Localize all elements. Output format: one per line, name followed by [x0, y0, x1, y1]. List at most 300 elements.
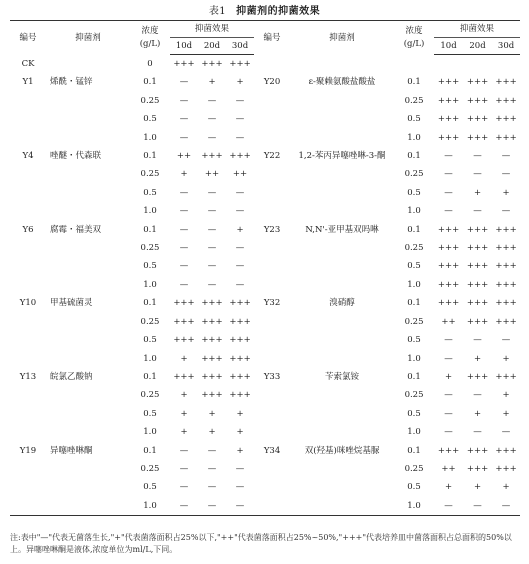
- header-conc-label-2: 浓度: [405, 25, 423, 36]
- cell-code: [10, 460, 46, 478]
- cell-effect-10d: +++: [173, 371, 195, 382]
- cell-effect-30d: +++: [229, 298, 251, 309]
- cell-code-right: [254, 55, 290, 74]
- cell-effect-30d-right: [492, 55, 520, 74]
- cell-effect-30d-right: —: [492, 497, 520, 516]
- cell-concentration: 1.0: [143, 206, 157, 217]
- cell-concentration: 0.5: [143, 408, 157, 419]
- cell-effect-20d-right: [463, 55, 492, 74]
- cell-effect-30d-right: +: [502, 482, 510, 493]
- cell-agent-name: [46, 313, 130, 331]
- cell-effect-30d: +: [236, 427, 244, 438]
- table-row: [10, 294, 520, 312]
- header-code-2: 编号: [254, 21, 290, 55]
- cell-agent-name-right: [290, 331, 394, 349]
- cell-effect-20d-right: +++: [466, 77, 489, 88]
- cell-agent-name-right: [290, 497, 394, 516]
- cell-code: [10, 331, 46, 349]
- cell-code: [10, 239, 46, 257]
- cell-effect-10d-right: —: [444, 335, 453, 346]
- cell-effect-30d: +: [236, 224, 244, 235]
- cell-code: [10, 497, 46, 516]
- cell-concentration: 0.5: [143, 261, 157, 272]
- header-day-30: 30d: [226, 38, 254, 55]
- table-row: [10, 313, 520, 331]
- cell-concentration-right: 0.25: [404, 316, 424, 327]
- cell-concentration-right: 0.1: [407, 445, 421, 456]
- cell-effect-20d: —: [207, 224, 217, 235]
- cell-agent-name: 烯酰・锰锌: [50, 77, 93, 88]
- cell-code-right: [254, 110, 290, 128]
- cell-effect-20d-right: +++: [466, 243, 489, 254]
- cell-code-right: [254, 313, 290, 331]
- cell-concentration: 0.5: [143, 482, 157, 493]
- cell-effect-30d-right: +: [502, 353, 510, 364]
- cell-code-right: Y20: [263, 77, 281, 88]
- cell-code-right: [254, 331, 290, 349]
- cell-effect-10d: ++: [176, 151, 192, 162]
- cell-concentration: 1.0: [143, 427, 157, 438]
- table-note: 注:表中"—"代表无菌落生长,"+"代表菌落面积占25%以下,"++"代表菌落面积占25%~50%,"+++"代表培养皿中菌落面积占总面积的50%以上。异噻唑啉酮是液体,浓度单位为ml/L,下同。: [10, 533, 512, 554]
- cell-code: [10, 423, 46, 441]
- cell-agent-name: [46, 129, 130, 147]
- cell-effect-30d-right: +: [502, 408, 510, 419]
- cell-agent-name: [46, 331, 130, 349]
- cell-agent-name: [46, 184, 130, 202]
- cell-effect-10d: +: [180, 427, 188, 438]
- cell-code-right: Y22: [263, 151, 281, 162]
- cell-code: [10, 350, 46, 368]
- cell-effect-30d: +: [236, 445, 244, 456]
- cell-effect-20d: —: [207, 114, 217, 125]
- cell-effect-30d: —: [235, 243, 245, 254]
- cell-effect-10d-right: +++: [437, 132, 460, 143]
- cell-concentration: 0.1: [143, 151, 157, 162]
- cell-effect-20d-right: —: [473, 427, 482, 438]
- cell-effect-30d-right: +++: [495, 132, 517, 143]
- cell-concentration: 0.25: [140, 95, 160, 106]
- cell-concentration-right: 0.5: [407, 335, 421, 346]
- table-row: [10, 423, 520, 441]
- header-day-20: 20d: [198, 38, 226, 55]
- cell-concentration-right: 0.5: [407, 114, 421, 125]
- cell-agent-name-right: ε-聚赖氨酸盐酸盐: [308, 77, 376, 88]
- cell-effect-10d: —: [179, 279, 189, 290]
- cell-agent-name-right: [290, 165, 394, 183]
- cell-concentration: 1.0: [143, 279, 157, 290]
- cell-agent-name-right: 溴硝醇: [329, 298, 355, 309]
- cell-code: [10, 276, 46, 294]
- cell-effect-10d-right: —: [444, 427, 453, 438]
- cell-effect-20d: +++: [201, 390, 223, 401]
- table-row: [10, 202, 520, 220]
- cell-code: Y6: [22, 224, 34, 235]
- cell-effect-30d: +++: [229, 353, 251, 364]
- table-row: [10, 110, 520, 128]
- cell-concentration: 0.25: [140, 316, 160, 327]
- cell-effect-20d-right: —: [473, 151, 482, 162]
- cell-effect-20d-right: +++: [466, 279, 489, 290]
- cell-effect-30d: +: [236, 77, 244, 88]
- cell-effect-20d: —: [207, 95, 217, 106]
- cell-code-right: Y23: [263, 224, 281, 235]
- cell-effect-30d-right: +++: [495, 114, 517, 125]
- cell-effect-10d: +++: [173, 335, 195, 346]
- cell-effect-20d-right: —: [463, 497, 492, 516]
- cell-effect-10d-right: —: [444, 151, 453, 162]
- cell-concentration: 0.1: [143, 298, 157, 309]
- table-row: [10, 368, 520, 386]
- cell-effect-10d-right: +++: [437, 445, 460, 456]
- cell-concentration-right: 1.0: [407, 353, 421, 364]
- cell-agent-name: [46, 239, 130, 257]
- cell-effect-10d-right: +++: [437, 77, 460, 88]
- cell-agent-name: [46, 405, 130, 423]
- cell-agent-name: [46, 257, 130, 275]
- cell-effect-10d-right: +++: [437, 298, 460, 309]
- cell-code-right: [254, 497, 290, 516]
- cell-agent-name-right: [290, 202, 394, 220]
- cell-effect-30d: +++: [229, 335, 251, 346]
- cell-agent-name: 唑醚・代森联: [50, 151, 102, 162]
- cell-effect-20d: +: [208, 408, 216, 419]
- table-row: [10, 460, 520, 478]
- header-conc-unit-2: (g/L): [403, 38, 425, 49]
- cell-effect-20d-right: +++: [466, 445, 489, 456]
- cell-effect-10d: +++: [173, 316, 195, 327]
- cell-concentration-right: 0.5: [407, 187, 421, 198]
- cell-concentration-right: 1.0: [407, 427, 421, 438]
- cell-effect-20d: —: [198, 497, 226, 516]
- cell-effect-30d-right: —: [501, 335, 511, 346]
- cell-effect-10d: +: [180, 353, 188, 364]
- cell-effect-30d-right: +++: [495, 298, 517, 309]
- cell-concentration-right: [394, 55, 434, 74]
- cell-effect-30d: —: [235, 187, 245, 198]
- cell-concentration-right: 0.25: [404, 390, 424, 401]
- cell-agent-name: 皖氯乙酸钠: [50, 371, 93, 382]
- cell-effect-30d: —: [235, 206, 245, 217]
- cell-concentration-right: 0.1: [407, 298, 421, 309]
- cell-concentration: 0.1: [143, 445, 157, 456]
- cell-effect-30d-right: +++: [495, 243, 517, 254]
- table-row: [10, 386, 520, 404]
- cell-effect-30d: —: [235, 261, 245, 272]
- table-row: [10, 184, 520, 202]
- cell-code-right: Y33: [263, 371, 281, 382]
- cell-code: [10, 313, 46, 331]
- cell-code: CK: [21, 58, 35, 69]
- cell-agent-name: [46, 165, 130, 183]
- cell-concentration: 0.5: [143, 335, 157, 346]
- cell-concentration: 0.1: [143, 77, 157, 88]
- cell-code-right: [254, 239, 290, 257]
- cell-concentration: 0: [147, 58, 153, 69]
- cell-effect-10d-right: +: [444, 482, 453, 493]
- cell-effect-10d-right: —: [444, 187, 453, 198]
- cell-effect-30d: +++: [229, 59, 251, 69]
- cell-effect-20d: —: [207, 206, 217, 217]
- cell-effect-30d-right: +++: [495, 261, 517, 272]
- cell-effect-10d: —: [179, 261, 189, 272]
- cell-effect-30d-right: +++: [495, 445, 517, 456]
- cell-code: [10, 184, 46, 202]
- cell-code-right: [254, 350, 290, 368]
- cell-code: [10, 92, 46, 110]
- table-row: [10, 331, 520, 349]
- table-row: [10, 276, 520, 294]
- cell-effect-20d: +++: [201, 335, 223, 346]
- cell-effect-30d-right: +: [502, 187, 510, 198]
- cell-agent-name-right: [290, 184, 394, 202]
- cell-agent-name-right: [290, 276, 394, 294]
- cell-agent-name-right: N,N'-亚甲基双吗啉: [305, 224, 379, 235]
- cell-effect-30d: —: [235, 463, 245, 474]
- table-row: [10, 497, 520, 516]
- cell-code: Y13: [19, 371, 37, 382]
- cell-effect-30d-right: +++: [495, 463, 517, 474]
- cell-agent-name: [46, 497, 130, 516]
- cell-effect-10d: —: [179, 206, 189, 217]
- cell-concentration-right: 0.1: [407, 224, 421, 235]
- table-caption: 抑菌剂的抑菌效果: [236, 6, 321, 17]
- header-conc-2: [394, 21, 434, 55]
- cell-effect-20d-right: +++: [466, 371, 489, 382]
- cell-effect-20d-right: +++: [466, 95, 489, 106]
- cell-effect-20d: +++: [201, 59, 223, 69]
- cell-concentration-right: 1.0: [407, 206, 421, 217]
- cell-code-right: [254, 405, 290, 423]
- cell-concentration-right: 1.0: [394, 497, 434, 516]
- cell-effect-20d-right: +: [473, 187, 482, 198]
- cell-effect-10d-right: +++: [437, 114, 460, 125]
- cell-effect-30d: —: [235, 95, 245, 106]
- cell-effect-10d: —: [179, 95, 189, 106]
- cell-effect-20d-right: +: [473, 353, 482, 364]
- cell-agent-name-right: [290, 405, 394, 423]
- cell-code-right: [254, 460, 290, 478]
- cell-effect-10d-right: +++: [437, 243, 460, 254]
- header-effect-2: 抑菌效果: [434, 21, 520, 38]
- cell-agent-name: [46, 276, 130, 294]
- cell-code: [10, 165, 46, 183]
- header-day-20-2: 20d: [463, 38, 492, 55]
- cell-concentration: 0.1: [143, 224, 157, 235]
- table-row: [10, 92, 520, 110]
- cell-effect-10d-right: +++: [437, 279, 460, 290]
- cell-effect-10d: —: [179, 114, 189, 125]
- cell-agent-name: [46, 110, 130, 128]
- cell-concentration-right: 1.0: [407, 279, 421, 290]
- cell-effect-30d-right: +++: [495, 224, 517, 235]
- cell-effect-20d-right: +++: [466, 463, 489, 474]
- cell-effect-30d-right: +++: [495, 371, 517, 382]
- cell-effect-20d: ++: [204, 169, 220, 180]
- cell-code: Y4: [22, 151, 34, 162]
- cell-effect-20d: +: [208, 427, 216, 438]
- cell-agent-name: 腐霉・福美双: [50, 224, 102, 235]
- cell-effect-30d: —: [235, 132, 245, 143]
- cell-code: [10, 110, 46, 128]
- cell-agent-name: [46, 386, 130, 404]
- cell-concentration-right: 0.1: [407, 77, 421, 88]
- cell-effect-20d: —: [207, 279, 217, 290]
- cell-agent-name-right: [290, 478, 394, 496]
- cell-effect-20d: —: [207, 132, 217, 143]
- cell-concentration-right: 0.5: [407, 261, 421, 272]
- cell-effect-10d-right: +++: [437, 261, 460, 272]
- cell-effect-30d: +: [236, 408, 244, 419]
- cell-effect-10d-right: —: [444, 390, 453, 401]
- cell-agent-name-right: [290, 423, 394, 441]
- cell-agent-name-right: [290, 350, 394, 368]
- cell-code: [10, 129, 46, 147]
- cell-code: Y19: [19, 445, 37, 456]
- cell-effect-10d: +++: [173, 298, 195, 309]
- cell-agent-name-right: 苄索氯铵: [325, 371, 360, 382]
- cell-effect-30d: +++: [229, 151, 251, 162]
- cell-effect-20d-right: —: [473, 335, 482, 346]
- cell-code-right: [254, 478, 290, 496]
- cell-effect-20d: +++: [201, 151, 223, 162]
- cell-effect-10d-right: +: [444, 371, 453, 382]
- cell-effect-20d: —: [207, 261, 217, 272]
- cell-effect-30d: ++: [232, 169, 248, 180]
- cell-effect-20d: —: [207, 482, 217, 493]
- cell-effect-10d: —: [179, 77, 189, 88]
- cell-code-right: [254, 386, 290, 404]
- cell-effect-30d: —: [226, 497, 254, 516]
- cell-effect-20d-right: —: [473, 169, 482, 180]
- cell-effect-10d-right: [434, 55, 463, 74]
- table-title: [0, 2, 529, 17]
- cell-effect-10d: —: [170, 497, 198, 516]
- cell-code-right: Y32: [263, 298, 281, 309]
- table-row: [10, 350, 520, 368]
- cell-effect-10d-right: —: [444, 169, 453, 180]
- cell-concentration-right: 0.1: [407, 371, 421, 382]
- cell-effect-30d: —: [235, 279, 245, 290]
- cell-effect-10d: —: [179, 482, 189, 493]
- cell-agent-name-right: [290, 460, 394, 478]
- cell-concentration: 0.25: [140, 169, 160, 180]
- cell-code-right: [254, 257, 290, 275]
- cell-effect-20d-right: +++: [466, 316, 489, 327]
- table-body: [10, 55, 520, 516]
- cell-concentration: 0.1: [143, 371, 157, 382]
- header-day-10-2: 10d: [434, 38, 463, 55]
- cell-effect-20d-right: +++: [466, 261, 489, 272]
- cell-concentration: 1.0: [130, 497, 170, 516]
- table-row: [10, 442, 520, 460]
- cell-effect-10d: +: [180, 169, 188, 180]
- cell-effect-20d: +++: [201, 298, 223, 309]
- cell-code-right: [254, 184, 290, 202]
- cell-effect-30d-right: —: [501, 206, 511, 217]
- cell-effect-20d: +: [208, 77, 216, 88]
- cell-concentration: 0.25: [140, 243, 160, 254]
- cell-concentration: 1.0: [143, 132, 157, 143]
- cell-agent-name-right: 1,2-苯丙异噻唑啉-3-酮: [298, 151, 386, 162]
- cell-effect-20d-right: —: [473, 206, 482, 217]
- cell-concentration-right: 0.25: [404, 169, 424, 180]
- cell-agent-name: [46, 460, 130, 478]
- cell-code-right: [254, 276, 290, 294]
- cell-code: Y10: [19, 298, 37, 309]
- table-number: 表1: [208, 6, 227, 17]
- cell-effect-30d: —: [235, 482, 245, 493]
- cell-agent-name-right: [290, 257, 394, 275]
- cell-concentration-right: 0.1: [407, 151, 421, 162]
- table-row: [10, 257, 520, 275]
- cell-effect-30d: —: [235, 114, 245, 125]
- cell-agent-name-right: [290, 239, 394, 257]
- cell-agent-name-right: [290, 110, 394, 128]
- cell-effect-30d-right: +++: [495, 279, 517, 290]
- cell-agent-name: [46, 350, 130, 368]
- cell-concentration-right: 0.5: [407, 482, 421, 493]
- cell-effect-10d: +++: [173, 59, 195, 69]
- cell-effect-10d: —: [179, 463, 189, 474]
- cell-agent-name: 甲基硫菌灵: [50, 298, 93, 309]
- cell-code-right: [254, 92, 290, 110]
- cell-concentration: 0.25: [140, 390, 160, 401]
- cell-agent-name-right: [290, 129, 394, 147]
- table-row: [10, 239, 520, 257]
- cell-concentration-right: 1.0: [407, 132, 421, 143]
- cell-effect-30d-right: —: [501, 169, 511, 180]
- cell-effect-10d: —: [179, 243, 189, 254]
- cell-effect-10d-right: +++: [437, 95, 460, 106]
- table-row: [10, 147, 520, 165]
- table-row: [10, 129, 520, 147]
- cell-code: [10, 405, 46, 423]
- cell-effect-30d-right: +++: [495, 316, 517, 327]
- cell-code: [10, 386, 46, 404]
- header-day-30-2: 30d: [492, 38, 520, 55]
- cell-effect-30d: +++: [229, 316, 251, 327]
- cell-effect-20d-right: +++: [466, 132, 489, 143]
- cell-effect-20d-right: +++: [466, 298, 489, 309]
- cell-effect-10d: +: [180, 390, 188, 401]
- cell-effect-10d-right: —: [444, 206, 453, 217]
- cell-effect-10d-right: —: [434, 497, 463, 516]
- cell-concentration-right: 0.25: [404, 243, 424, 254]
- cell-code-right: [254, 202, 290, 220]
- cell-agent-name: [46, 202, 130, 220]
- header-conc: [130, 21, 170, 55]
- cell-effect-10d-right: —: [444, 408, 453, 419]
- cell-agent-name-right: [290, 313, 394, 331]
- cell-effect-30d-right: +: [502, 390, 510, 401]
- cell-effect-30d-right: —: [501, 151, 511, 162]
- cell-code: [10, 202, 46, 220]
- cell-effect-30d: +++: [229, 390, 251, 401]
- table-row: [10, 165, 520, 183]
- cell-effect-20d-right: +++: [466, 224, 489, 235]
- cell-effect-20d-right: +: [473, 408, 482, 419]
- cell-concentration-right: 0.25: [404, 95, 424, 106]
- cell-agent-name-right: [290, 386, 394, 404]
- cell-effect-20d-right: +: [473, 482, 482, 493]
- cell-effect-20d-right: +++: [466, 114, 489, 125]
- cell-agent-name-right: 双(羟基)咪唑烷基脲: [304, 445, 380, 456]
- header-agent-2: 抑菌剂: [290, 21, 394, 55]
- cell-effect-30d: +++: [229, 371, 251, 382]
- header-effect: 抑菌效果: [170, 21, 254, 38]
- cell-effect-20d: —: [207, 243, 217, 254]
- cell-effect-20d: +++: [201, 371, 223, 382]
